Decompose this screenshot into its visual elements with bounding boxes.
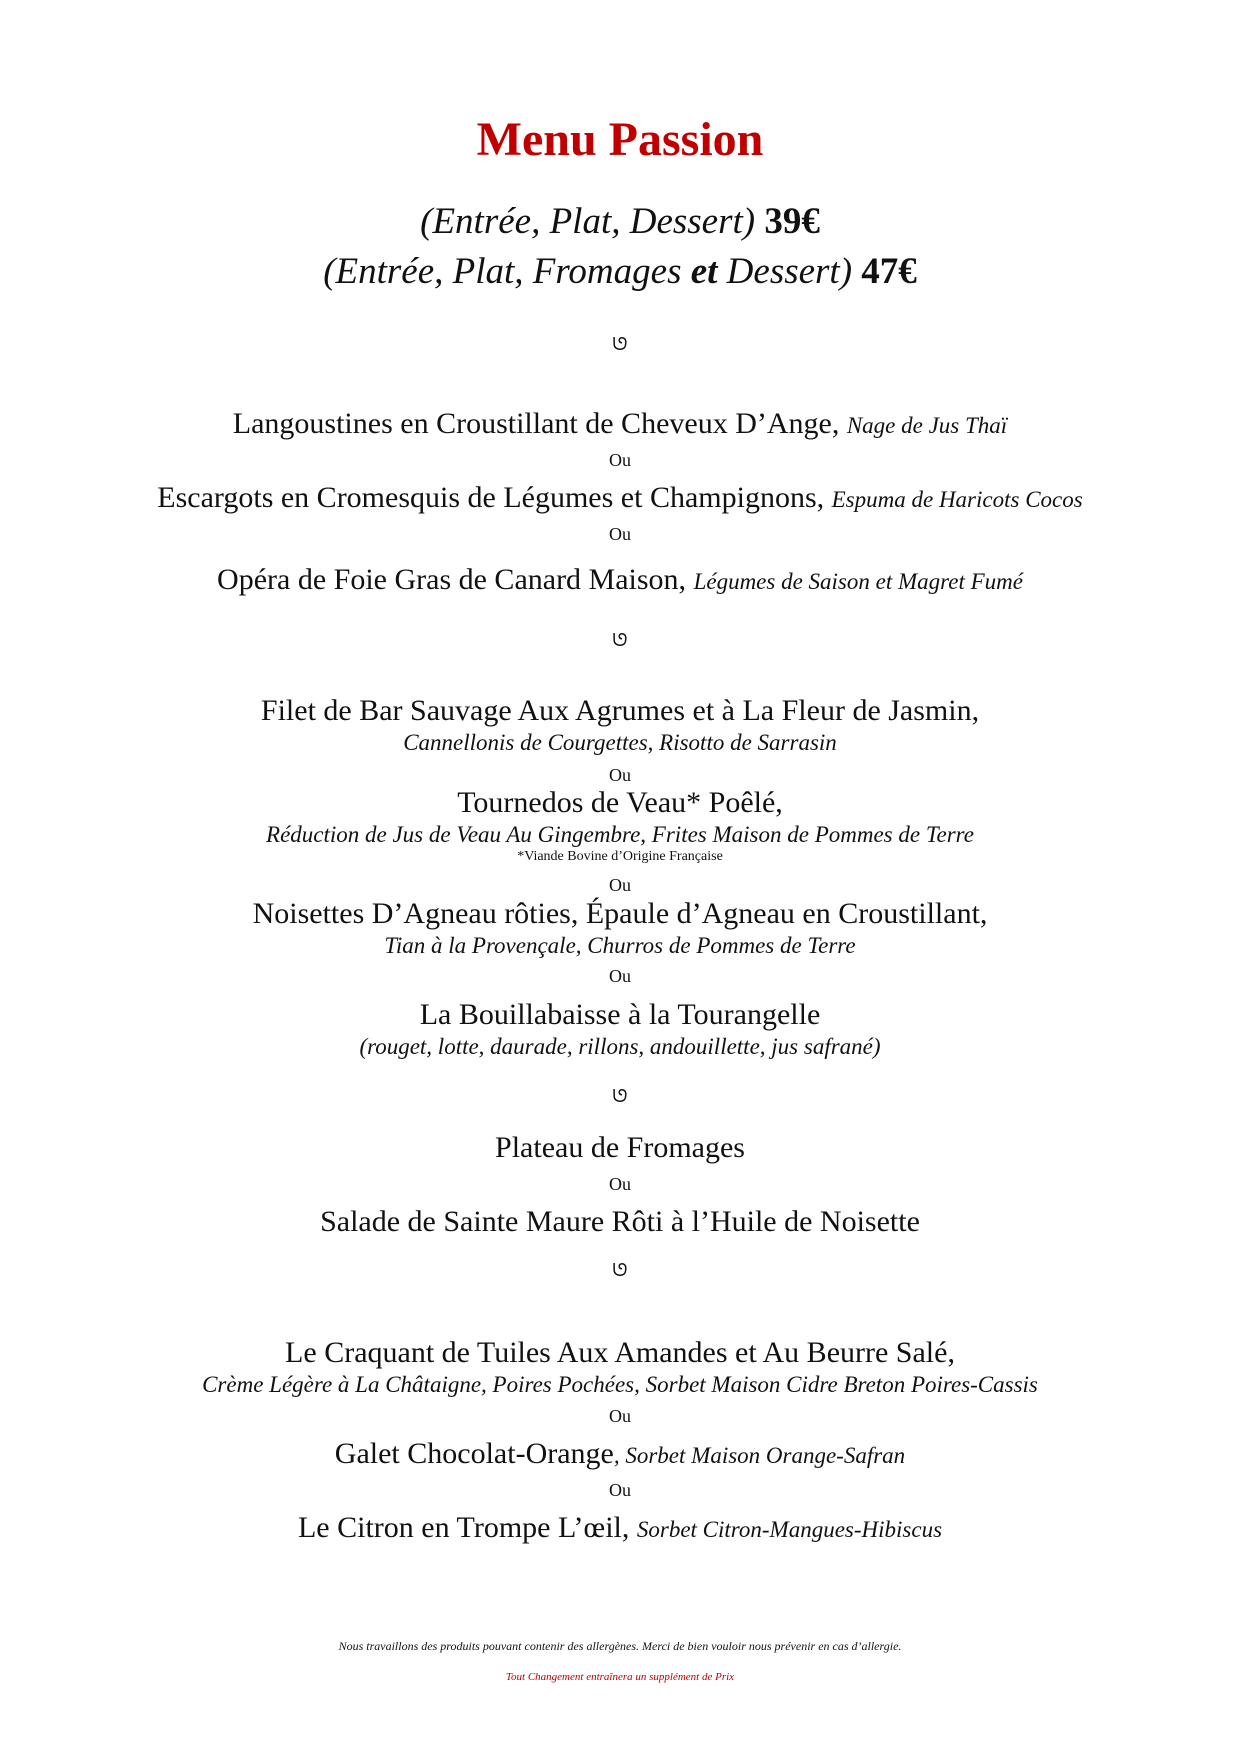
price-option-courses-part2: Dessert) [717, 251, 853, 292]
starter-item [0, 407, 1240, 441]
dish-accompaniment: Légumes de Saison et Magret Fumé [693, 569, 1023, 594]
menu-title: Menu Passion [476, 113, 764, 166]
main-course-accompaniment: Cannellonis de Courgettes, Risotto de Sarrasin [403, 730, 837, 755]
dish-name: Langoustines en Croustillant de Cheveux D’Ange, [232, 407, 840, 440]
dessert-accompaniment: Crème Légère à La Châtaigne, Poires Pochées, Sorbet Maison Cidre Breton Poires-Cassis [202, 1372, 1038, 1397]
main-course-name: La Bouillabaisse à la Tourangelle [419, 998, 821, 1031]
price-option-4-courses [0, 250, 1240, 293]
or-divider: Ou [609, 1406, 631, 1426]
or-divider: Ou [609, 875, 631, 895]
dish-name: Opéra de Foie Gras de Canard Maison, [217, 563, 687, 596]
change-notice: Tout Changement entraînera un supplément de Prix [505, 1671, 735, 1683]
price-option-courses: (Entrée, Plat, Dessert) [420, 201, 756, 242]
dessert-item [0, 1511, 1240, 1545]
dish-accompaniment: Espuma de Haricots Cocos [831, 487, 1083, 512]
starter-item [0, 563, 1240, 597]
dessert-name: Le Craquant de Tuiles Aux Amandes et Au Beurre Salé, [285, 1336, 955, 1369]
main-course-accompaniment: Réduction de Jus de Veau Au Gingembre, Frites Maison de Pommes de Terre [266, 822, 974, 847]
dish-accompaniment: , Sorbet Maison Orange-Safran [613, 1443, 906, 1468]
main-course-accompaniment: Tian à la Provençale, Churros de Pommes de Terre [384, 933, 856, 958]
main-course-accompaniment: (rouget, lotte, daurade, rillons, andouillette, jus safrané) [359, 1034, 881, 1059]
price-option-courses-part1: (Entrée, Plat, Fromages [323, 251, 691, 292]
or-divider: Ou [609, 450, 631, 470]
dish-name: Le Citron en Trompe L’œil, [297, 1511, 630, 1544]
price-option-amount: 39€ [764, 201, 820, 242]
or-divider: Ou [609, 966, 631, 986]
cheese-item: Plateau de Fromages [495, 1131, 745, 1164]
starter-item [0, 481, 1240, 515]
dish-accompaniment: Sorbet Citron-Mangues-Hibiscus [636, 1517, 943, 1542]
or-divider: Ou [609, 1174, 631, 1194]
price-option-3-courses [0, 200, 1240, 243]
section-separator: ᘎ [612, 1260, 628, 1280]
origin-note: *Viande Bovine d’Origine Française [517, 849, 723, 864]
or-divider: Ou [609, 765, 631, 785]
price-option-amount: 47€ [861, 251, 917, 292]
section-separator: ᘎ [612, 1086, 628, 1106]
section-separator: ᘎ [612, 630, 628, 650]
section-separator: ᘎ [612, 334, 628, 354]
cheese-item: Salade de Sainte Maure Rôti à l’Huile de Noisette [320, 1205, 920, 1238]
price-option-connector: et [690, 251, 718, 292]
or-divider: Ou [609, 1480, 631, 1500]
dessert-item [0, 1437, 1240, 1471]
dish-name: Galet Chocolat-Orange [334, 1437, 614, 1470]
main-course-name: Filet de Bar Sauvage Aux Agrumes et à La Fleur de Jasmin, [260, 694, 980, 727]
main-course-name: Tournedos de Veau* Poêlé, [457, 786, 783, 819]
or-divider: Ou [609, 524, 631, 544]
dish-accompaniment: Nage de Jus Thaï [846, 413, 1008, 438]
dish-name: Escargots en Cromesquis de Légumes et Champignons, [157, 481, 825, 514]
allergen-notice: Nous travaillons des produits pouvant contenir des allergènes. Merci de bien vouloir nous prévenir en cas d’allergie. [338, 1639, 902, 1653]
main-course-name: Noisettes D’Agneau rôties, Épaule d’Agneau en Croustillant, [252, 897, 988, 930]
